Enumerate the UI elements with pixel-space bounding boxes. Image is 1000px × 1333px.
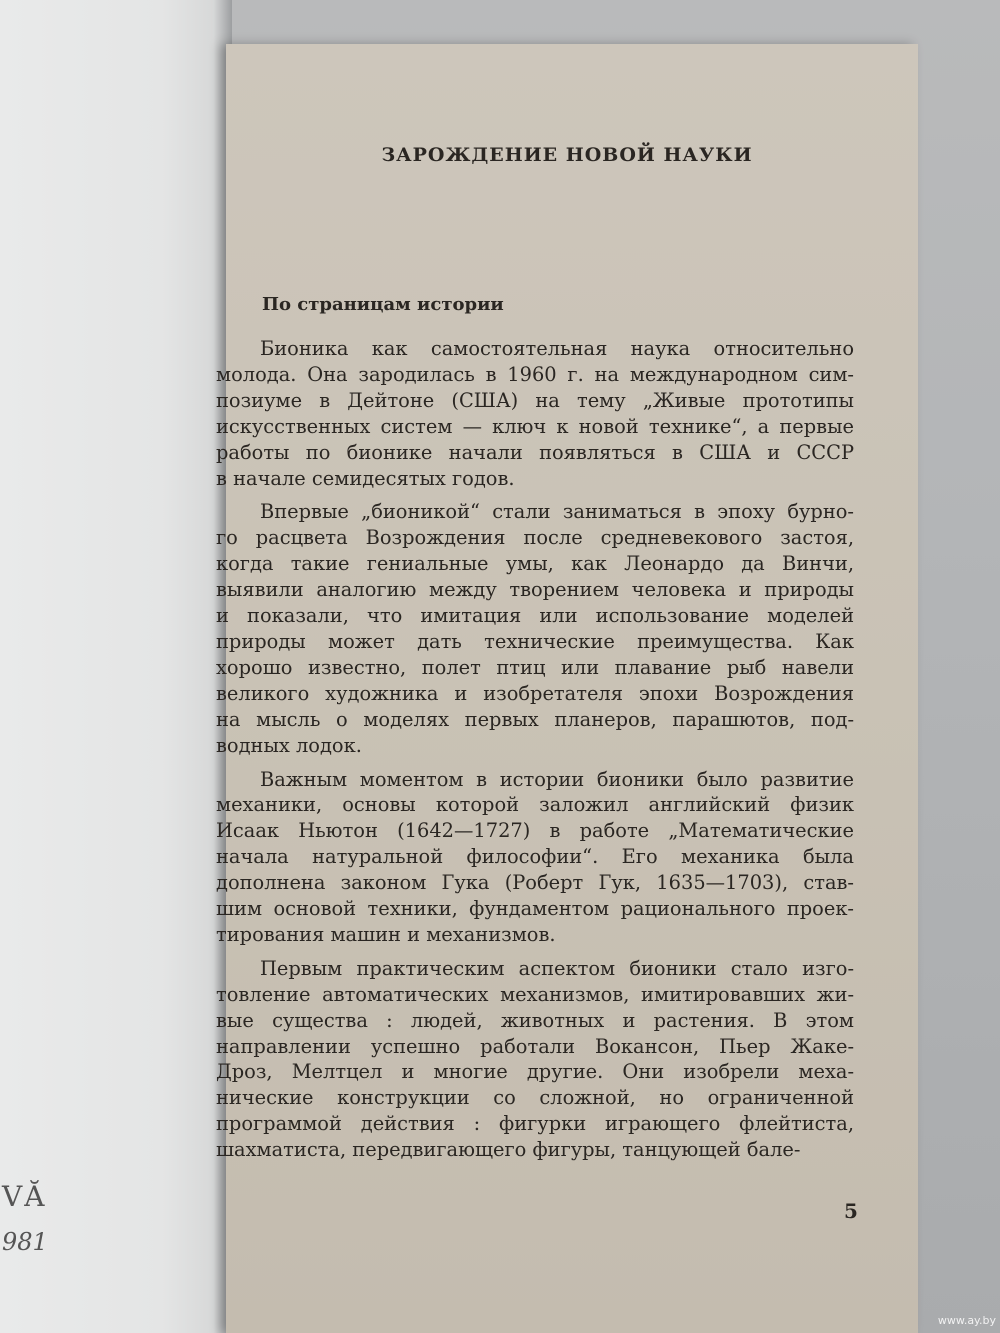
text-line: искусственных систем — ключ к новой технике“, а первые <box>216 414 854 438</box>
text-line: начала натуральной философии“. Его механика была <box>216 845 854 869</box>
body-text <box>216 336 854 1163</box>
paragraph <box>216 767 854 948</box>
text-line: в начале семидесятых годов. <box>216 466 515 490</box>
text-line: Важным моментом в истории бионики было развитие <box>260 767 854 791</box>
text-line: товление автоматических механизмов, имитировавших жи- <box>216 982 854 1006</box>
text-line: выявили аналогию между творением человека и природы <box>216 578 854 602</box>
text-line: Исаак Ньютон (1642—1727) в работе „Математические <box>216 819 854 843</box>
text-line: Дроз, Мелтцел и многие другие. Они изобрели меха- <box>216 1060 854 1084</box>
text-line: дополнена законом Гука (Роберт Гук, 1635—1703), став- <box>216 871 854 895</box>
paragraph-gap <box>216 491 854 499</box>
paragraph <box>216 336 854 491</box>
text-line: природы может дать технические преимущества. Как <box>216 629 854 653</box>
text-line: Бионика как самостоятельная наука относительно <box>260 337 854 360</box>
text-line: работы по бионике начали появляться в США и СССР <box>216 440 854 464</box>
paragraph <box>216 956 854 1163</box>
text-line: на мысль о моделях первых планеров, парашютов, под- <box>216 707 854 731</box>
text-line: программой действия : фигурки играющего флейтиста, <box>216 1112 854 1136</box>
text-line: и показали, что имитация или использование моделей <box>216 604 854 628</box>
text-line: направлении успешно работали Вокансон, Пьер Жаке- <box>216 1034 854 1058</box>
left-page-year-fragment: 981 <box>2 1228 48 1256</box>
text-line: когда такие гениальные умы, как Леонардо да Винчи, <box>216 552 854 576</box>
text-line: Первым практическим аспектом бионики стало изго- <box>260 956 854 980</box>
paragraph-gap <box>216 759 854 767</box>
text-line: хорошо известно, полет птиц или плавание рыб навели <box>216 655 854 679</box>
text-line: Впервые „бионикой“ стали заниматься в эпоху бурно- <box>260 500 854 524</box>
text-line: великого художника и изобретателя эпохи Возрождения <box>216 681 854 705</box>
section-title: По страницам истории <box>262 294 504 315</box>
book-page <box>216 44 918 1333</box>
text-line: механики, основы которой заложил английский физик <box>216 793 854 817</box>
text-line: молода. Она зародилась в 1960 г. на международном сим- <box>216 362 854 386</box>
paragraph-gap <box>216 948 854 956</box>
text-line: шахматиста, передвигающего фигуры, танцующей бале- <box>216 1138 801 1162</box>
page-number: 5 <box>844 1199 858 1223</box>
text-line: позиуме в Дейтоне (США) на тему „Живые прототипы <box>216 388 854 412</box>
text-line: вые существа : людей, животных и растения. В этом <box>216 1008 854 1032</box>
text-line: шим основой техники, фундаментом рационального проек- <box>216 897 854 921</box>
left-facing-page <box>0 0 232 1333</box>
text-line: водных лодок. <box>216 733 362 757</box>
watermark: www.ay.by <box>937 1314 996 1327</box>
chapter-title: ЗАРОЖДЕНИЕ НОВОЙ НАУКИ <box>381 144 753 166</box>
left-page-text-fragment: VĂ <box>2 1180 47 1213</box>
text-line: тирования машин и механизмов. <box>216 922 556 946</box>
paragraph <box>216 499 854 758</box>
text-line: нические конструкции со сложной, но ограниченной <box>216 1086 854 1110</box>
text-line: го расцвета Возрождения после средневекового застоя, <box>216 526 854 550</box>
